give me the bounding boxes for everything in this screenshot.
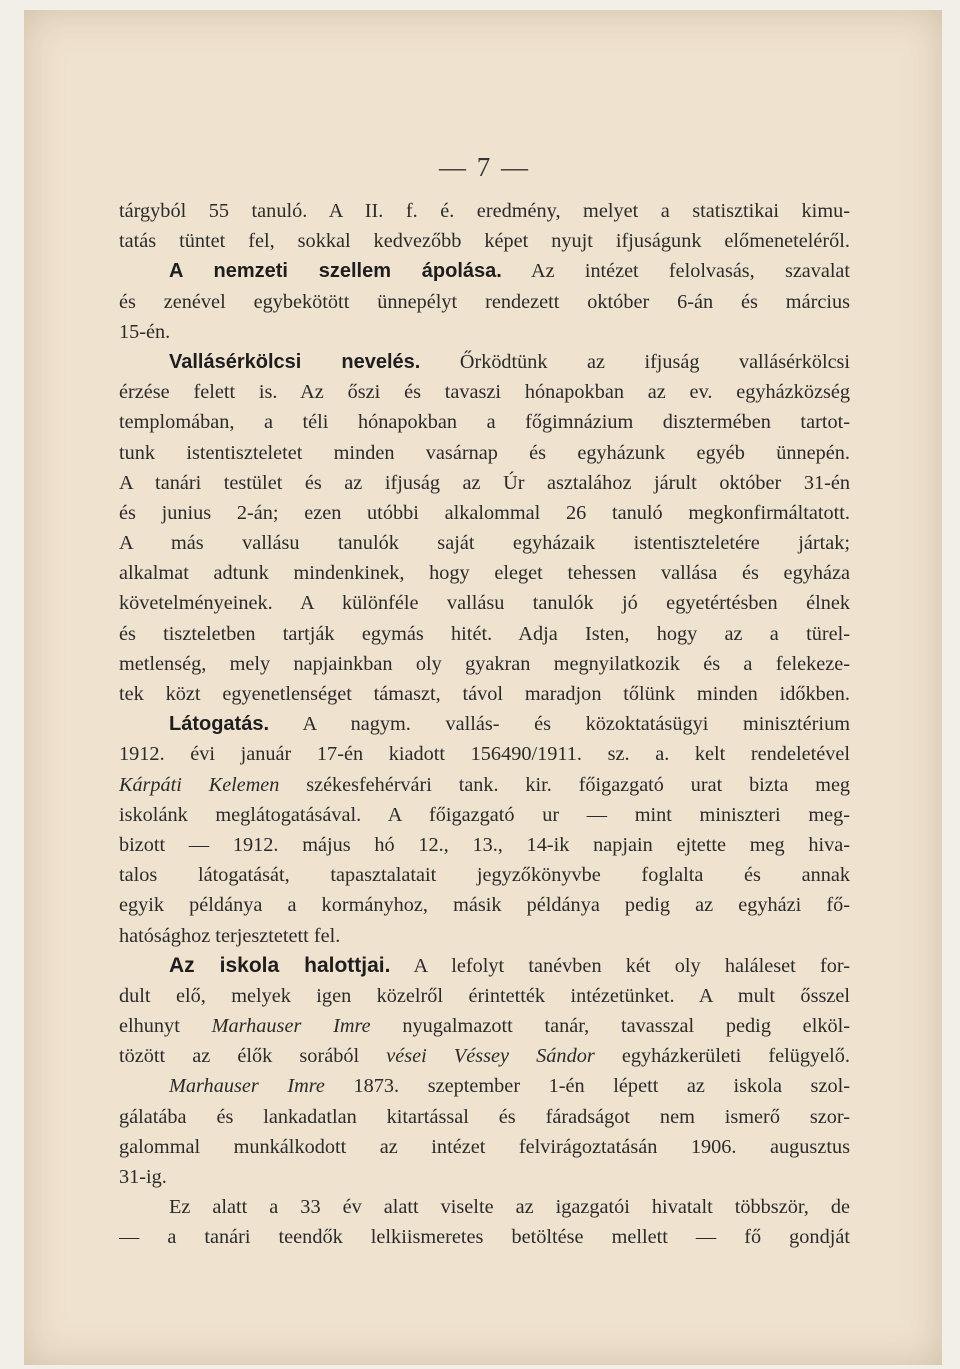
text-line: hatósághoz terjesztetett fel. [119,924,341,947]
text-line: bizott — 1912. május hó 12., 13., 14-ik napjain ejtette meg hiva- [119,833,850,856]
text-line: Ez alatt a 33 év alatt viselte az igazgatói hivatalt többször, de [169,1196,850,1219]
body-text [119,196,850,1253]
text-line: egyik példánya a kormányhoz, másik példánya pedig az egyházi fő- [119,894,850,917]
person-name: Kárpáti Kelemen [119,773,280,796]
text-line: és junius 2-án; ezen utóbbi alkalommal 26 tanuló megkonfirmáltatott. [119,501,850,524]
text-line: gálatába és lankadatlan kitartással és fáradságot nem ismerő szor- [119,1105,850,1128]
text-line: galommal munkálkodott az intézet felvirágoztatásán 1906. augusztus [119,1135,850,1158]
section-heading-line: Az iskola halottjai. A lefolyt tanévben két oly haláleset for- [169,953,850,977]
scanned-page [24,10,942,1365]
text-line: A más vallásu tanulók saját egyházaik istentiszteletére jártak; [119,532,850,555]
section-heading-line: Vallásérkölcsi nevelés. Őrködtünk az ifjuság vallásérkölcsi [169,350,850,373]
text-line: tözött az élők sorából vései Véssey Sándor egyházkerületi felügyelő. [119,1045,850,1068]
text-line: tárgyból 55 tanuló. A II. f. é. eredmény, melyet a statisztikai kimu- [119,200,850,222]
person-name: vései Véssey Sándor [386,1045,595,1068]
section-heading: Az iskola halottjai. [169,953,391,977]
page-number: — 7 — [439,152,530,182]
person-name: Marhauser Imre [169,1075,325,1098]
text-line: tek közt egyenetlenséget támaszt, távol maradjon tőlünk minden időkben. [119,683,850,705]
text-line: dult elő, melyek igen közelről érintették intézetünket. A mult ősszel [119,984,850,1007]
text-line: talos látogatását, tapasztalatait jegyzőkönyvbe foglalta és annak [119,864,850,887]
section-heading-line: Látogatás. A nagym. vallás- és közoktatásügyi minisztérium [169,713,850,736]
text-line: Kárpáti Kelemen székesfehérvári tank. kir. főigazgató urat bizta meg [119,773,850,796]
text-line: tatás tüntet fel, sokkal kedvezőbb képet nyujt ifjuságunk előmeneteléről. [119,230,850,253]
person-name: Marhauser Imre [211,1015,371,1038]
text-line: metlenség, mely napjainkban oly gyakran megnyilatkozik és a felekeze- [119,652,850,675]
text-line: A tanári testület és az ifjuság az Úr asztalához járult október 31-én [119,471,850,494]
text-line: iskolánk meglátogatásával. A főigazgató ur — mint miniszteri meg- [119,803,850,826]
section-heading-line: A nemzeti szellem ápolása. Az intézet felolvasás, szavalat [169,260,850,283]
section-heading: A nemzeti szellem ápolása. [169,260,502,283]
text-line: Marhauser Imre 1873. szeptember 1-én lépett az iskola szol- [169,1075,850,1098]
section-heading: Látogatás. [169,713,270,736]
text-line: templomában, a téli hónapokban a főgimnázium disztermében tartot- [119,411,850,434]
text-line: követelményeinek. A különféle vallásu tanulók jó egyetértésben élnek [119,592,850,615]
text-line: érzése felett is. Az őszi és tavaszi hónapokban az ev. egyházközség [119,381,850,404]
text-line: alkalmat adtunk mindenkinek, hogy eleget tehessen vallása és egyháza [119,562,850,585]
text-line: 1912. évi január 17-én kiadott 156490/1911. sz. a. kelt rendeletével [119,743,850,766]
text-line: és tiszteletben tartják egymás hitét. Adja Isten, hogy az a türel- [119,622,850,645]
text-line: elhunyt Marhauser Imre nyugalmazott tanár, tavasszal pedig elköl- [119,1015,850,1038]
text-line: — a tanári teendők lelkiismeretes betöltése mellett — fő gondját [119,1226,850,1249]
text-line: tunk istentiszteletet minden vasárnap és egyházunk egyéb ünnepén. [119,441,850,464]
section-heading: Vallásérkölcsi nevelés. [169,350,421,373]
text-line: 15-én. [119,320,171,343]
text-line: és zenével egybekötött ünnepélyt rendezett október 6-án és március [119,290,850,313]
text-line: 31-ig. [119,1166,167,1188]
